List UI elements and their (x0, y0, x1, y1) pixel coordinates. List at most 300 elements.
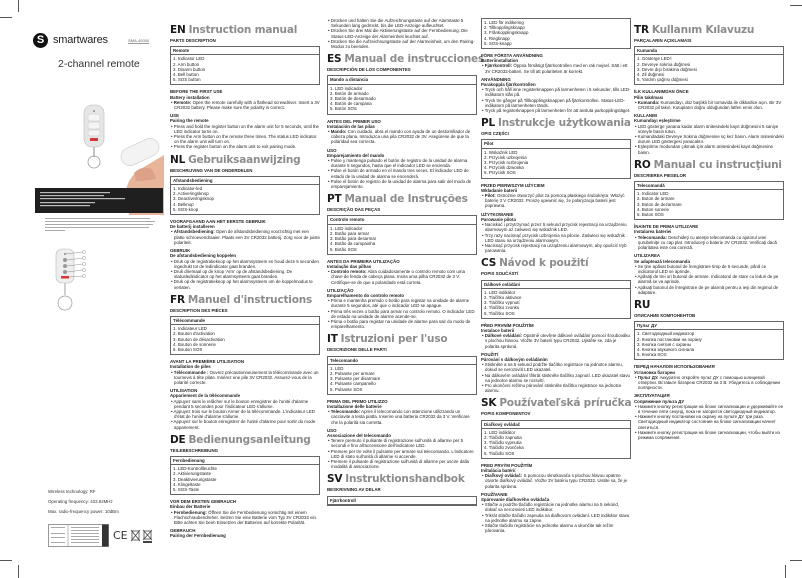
section-heading (327, 53, 484, 66)
before-first-use-heading: PRED PRVÝM POUŽITÍM (481, 462, 533, 468)
before-first-use-heading: FÖRE FÖRSTA ANVÄNDNING (481, 53, 543, 59)
parts-table-title: Fernbedienung (171, 457, 319, 465)
battery-instructions (170, 370, 320, 386)
battery-instructions-label: Mando: (330, 129, 347, 135)
use-heading: POUŽITÍ (481, 351, 499, 357)
section-title: Kullanım Kılavuzu (651, 24, 755, 36)
language-code: RU (634, 298, 651, 311)
battery-instructions-text: Opatrně otevřete dálkové ovládání pomocí šroubováku s plochou hlavou. Vložte 3V baterii typu CR2032. Ujistěte se, zda je polarita správná. (485, 333, 630, 349)
parts-list-item: 1. Indicator LED (173, 56, 205, 62)
crop-mark (790, 560, 802, 561)
parts-list-item: 3. Tlačítko vypnutí (484, 300, 520, 306)
pairing-step: • Appuyez sans le relâcher sur le bouton enregistrer de l'unité d'alarme pendant 5 secondes pour l'indicateur LED s'allume. (170, 399, 320, 409)
section-title: Gebruiksaanwijzing (188, 153, 301, 166)
pairing-step: • Press and hold the register button on the alarm unit for 5 seconds, until the LED indicator turns on. (170, 124, 320, 134)
battery-instructions-label: Telecomando: (330, 409, 361, 415)
section-title: Manual de Instruções (344, 193, 468, 206)
section-heading (634, 24, 784, 37)
battery-instructions-label: Пульт ДУ. (637, 374, 659, 380)
section-heading (327, 473, 477, 486)
battery-instructions-label: Pilot: (484, 193, 496, 199)
battery-instructions (327, 269, 477, 285)
pairing-step: • Pulse y mantenga pulsado el botón de registro de la unidad de alarma durante 5 segundos, hasta que el indicador LED se encienda. (327, 158, 477, 168)
battery-instructions (634, 375, 784, 391)
parts-table-title: Dálkové ovládání (482, 281, 630, 289)
parts-list (482, 429, 630, 458)
parts-list-item: 2. Buton de armare (637, 196, 675, 202)
parts-list-item: 3. Disarm button (173, 66, 206, 72)
declaration-label (48, 524, 110, 548)
battery-installation-heading: Batteriinstallation (481, 58, 519, 64)
battery-installation-heading: Установка батареи (634, 369, 675, 375)
remote-photo-icon (84, 105, 104, 168)
pairing-step: • Appuyez sur le bouton enregistrer de l'unité d'alarme pour sortir du mode appariement. (170, 419, 320, 429)
section-title: Návod k použití (499, 257, 589, 270)
language-code: EN (170, 24, 186, 36)
parts-heading: BESKRIVNING AV DELAR (327, 487, 381, 493)
parts-list-item: 5. Przycisk SOS (484, 170, 516, 176)
parts-table (481, 139, 631, 178)
pairing-heading: Appariement de la télécommande (170, 393, 241, 399)
use-heading: UŻYTKOWANIE (481, 211, 514, 217)
parts-list-item: 5. Buton SOS (637, 212, 664, 218)
before-first-use-heading: İLK KULLANIMDAN ÖNCE (634, 89, 689, 95)
pairing-step: • Apăsaţi de trei ori butonul de armare. Indicatorul de stare cu leduri de pe alarmă se va aprinde. (634, 274, 784, 284)
crop-mark (18, 565, 19, 578)
parts-list-item: 2. Arm button (173, 61, 200, 67)
use-heading: GEBRUIK (170, 248, 191, 254)
section-ru (634, 299, 784, 440)
section-sv (327, 473, 477, 505)
pairing-step: • Druk driemaal op de knop 'Arm' op de afstandsbediening. De statusledindicator op het alarmsysteem gaat branden. (170, 269, 320, 279)
language-code: SV (327, 473, 343, 486)
battery-instructions (634, 235, 784, 251)
battery-installation-heading: Instalación de las pilas (327, 123, 375, 129)
parts-table (170, 46, 320, 85)
parts-list-item: 5. Tlačítko SOS (484, 310, 515, 316)
parts-table (634, 46, 784, 85)
parts-list (482, 289, 630, 318)
parts-list-item: 2. Кнопка постановки на охрану (637, 336, 702, 342)
battery-installation-heading: Inštalácia batérií (481, 468, 516, 473)
pairing-step: • Drücken Sie drei Mal die Aktivierungstaste auf der Fernbedienung. Die Status-LED-Anzeige der Alarmeinheit leuchtet auf. (327, 28, 477, 38)
parts-list-item: 4. Klingeltaste (173, 481, 201, 487)
parts-list-item: 4. Tlačítko zvonku (484, 305, 520, 311)
parts-heading: DESCRIZIONE DELLE PARTI (327, 347, 387, 353)
parts-heading: OPIS CZĘŚCI (481, 131, 509, 137)
section-it (327, 333, 477, 469)
parts-list (635, 55, 783, 84)
parts-table-title: Pilot (482, 140, 630, 148)
language-code: TR (634, 24, 649, 36)
pairing-step: • Premere il pulsante di registrazione sull'unità di allarme per uscire dalla modalità di associazione. (327, 459, 477, 469)
parts-list-item: 1. Wskaźnik LED (484, 149, 518, 155)
parts-table-title: Afstandsbediening (171, 177, 319, 185)
before-first-use-heading: PRZED PIERWSZYM UŻYCIEM (481, 182, 545, 188)
battery-installation-heading: Installation de piles (170, 364, 211, 370)
battery-instructions (481, 333, 631, 349)
spec-power: Max. radio-frequency power: 10dBm (48, 509, 119, 514)
pairing-step: • Pulse el botón de registro de la unidad de alarma para salir del modo de emparejamiento. (327, 179, 477, 189)
parts-table (327, 75, 477, 114)
battery-installation-heading: Wkładanie baterii (481, 187, 518, 193)
use-heading: USE (170, 113, 180, 119)
model-number: SMA-40050 (128, 38, 150, 43)
battery-installation-heading: De batterij installeren (170, 224, 215, 230)
section-heading (170, 294, 320, 307)
crop-mark (0, 560, 12, 561)
parts-list-item: 5. Pulsante SOS (330, 386, 363, 392)
parts-list-item: 1. LED indicador (330, 85, 363, 91)
pairing-step: • Druk op de registratieknop op het alarmsysteem om de koppelmodus te verlaten. (170, 279, 320, 289)
parts-list-item: 5. SOS button (173, 77, 201, 83)
pairing-heading: Parowanie pilota (481, 216, 516, 222)
battery-instructions-label: Kumanda: (637, 99, 660, 105)
language-code: DE (170, 433, 186, 446)
parts-list-item: 5. Botão SOS (330, 246, 357, 252)
parts-table-title: Télécommande (171, 317, 319, 325)
crop-mark (790, 5, 802, 6)
pairing-step: • Drücken Sie die Aufzeichnungstaste auf der Alarmeinheit, um den Pairing-Modus zu beenden. (327, 39, 477, 49)
pairing-step: • Trikrát stlačte tlačidlo zapnutia na diaľkovom ovládaní. LED indikátor stavu na jednotke alarmu sa zapne. (481, 513, 631, 523)
parts-list (482, 19, 630, 48)
crop-mark (0, 17, 12, 18)
pairing-step: • Tryck och håll inne registerknappen på larmenheten i 5 sekunder, tills LED-indikatorn slås på. (481, 87, 631, 97)
parts-list-item: 5. Кнопка SOS (637, 352, 667, 358)
battery-instructions-text: Öppna försiktigt fjärrkontrollen med en rak mejsel. Sätt i ett 3V CR2032-batteri. Se till att polariteten är korrekt. (485, 63, 628, 74)
section-sv (481, 18, 631, 113)
parts-list-item: 3. Frånkopplingsknapp (484, 30, 529, 36)
parts-list (171, 465, 319, 494)
pairing-heading: Emparelhamento do controlo remoto (327, 292, 405, 298)
pairing-heading: Сопряжение пульта ДУ (634, 398, 685, 404)
pairing-step: • Нажмите кнопку регистрации на блоке сигнализации, чтобы выйти из режима сопряжения. (634, 430, 784, 440)
battery-instructions-text: Deschideţi cu atenţie telecomanda cu ajutorul unei şurubelniţe cu cap plat. Introduceţi o baterie 3V CR2032. Verificaţi dacă polaritatea este cea corectă. (638, 234, 777, 251)
before-first-use-heading: ПЕРЕД НАЧАЛОМ ИСПОЛЬЗОВАНИЯ (634, 364, 715, 370)
pairing-heading: Pairing the remote (170, 118, 209, 124)
column-2 (327, 18, 484, 506)
parts-list-item: 2. Botón de armado (330, 90, 369, 96)
pairing-heading: Parakoppla fjärrkontrollen (481, 82, 536, 88)
parts-list-item: 1. Indicator-led (173, 186, 203, 192)
parts-list-item: 2. Activeringsknop (173, 191, 209, 197)
section-heading (481, 397, 631, 410)
battery-instructions (170, 229, 320, 245)
parts-table (170, 316, 320, 355)
pairing-step: • Druk op de registratieknop op het alarmsysteem en houd deze 5 seconden ingedrukt tot de ledindicator gaat branden. (170, 259, 320, 269)
parts-list-item: 1. Gösterge LED'i (637, 56, 672, 62)
parts-list-item: 4. Belknop (173, 201, 194, 207)
spec-wireless: Wireless technology: RF (48, 489, 96, 494)
pairing-heading: Kumandayı eşleştirme (634, 118, 681, 124)
parts-list (482, 149, 630, 178)
parts-heading: ОПИСАНИЕ КОМПОНЕНТОВ (634, 312, 696, 318)
battery-instructions (481, 63, 631, 73)
parts-list-item: 3. Pulsante per disarmare (330, 376, 381, 382)
column-4 (634, 20, 784, 440)
pairing-heading: Pairing der Fernbedienung (170, 533, 226, 539)
weee-bin-icon (130, 528, 154, 544)
battery-instructions-text: Open the remote carefully with a flathead screwdriver. Insert a 3V CR2032 battery. Please make sure the polarity is correct. (174, 99, 320, 111)
battery-installation-heading: Einbau der Batterie (170, 504, 211, 510)
before-first-use-heading: PRIMA DEL PRIMO UTILIZZO (327, 398, 388, 404)
section-es (327, 53, 484, 190)
battery-instructions (634, 100, 784, 110)
battery-installation-heading: Installazione delle batterie (327, 403, 382, 409)
pairing-heading: Emparejamiento del mando (327, 152, 385, 158)
parts-list (635, 330, 783, 359)
parts-heading: POPIS SOUČÁSTÍ (481, 271, 519, 277)
battery-instructions-text: Abra cuidadosamente o controlo remoto com uma chave de fenda de cabeça plana. Insira uma pilha CR2032 de 3 V. Certifique-se de que a polaridade está correta. (331, 269, 465, 285)
product-photo (34, 95, 164, 215)
section-en (170, 24, 320, 150)
battery-instructions-label: Diaľkový ovládač: (484, 473, 523, 479)
parts-list-item: 4. Pulsante campanello (330, 381, 376, 387)
battery-instructions (327, 129, 477, 145)
parts-table-title: Telecomandă (635, 182, 783, 190)
parts-list-item: 5. Bouton SOS (173, 346, 203, 352)
section-fr (170, 294, 320, 430)
battery-installation-heading: Instalace baterií (481, 327, 515, 333)
section-heading (481, 257, 631, 270)
parts-list-item: 1. LED (330, 365, 344, 371)
parts-list-item: 5. SOS-knop (173, 206, 199, 212)
parts-heading: DESCRIPCIÓN DE LOS COMPONENTES (327, 67, 411, 73)
battery-instructions-label: Telecomanda: (637, 234, 667, 240)
battery-installation-heading: Pilin takılması (634, 94, 664, 100)
use-heading: UTILISATION (170, 388, 198, 394)
pairing-step: • Trzy razy nacisnąć przycisk uzbrojenia na pilocie. Zaświeci się wskaźnik LED stanu na urządzeniu alarmowym. (481, 233, 631, 243)
language-code: IT (327, 333, 338, 346)
pairing-heading: Spárovanie diaľkového ovládača (481, 497, 550, 503)
parts-table-title: Пульт ДУ (635, 322, 783, 330)
parts-list-item: 3. Deactiveringsknop (173, 196, 215, 202)
parts-list-item: 4. Botón de campana (330, 101, 372, 107)
parts-list-item: 2. Tlačidlo zapnutia (484, 434, 522, 440)
battery-instructions-label: Télécommande : (173, 369, 209, 375)
before-first-use-heading: ANTES DEL PRIMER USO (327, 118, 381, 124)
parts-list-item: 1. Indicateur LED (173, 326, 207, 332)
parts-list-item: 3. Tlačidlo vypnutia (484, 440, 522, 446)
pairing-step: • Na dálkovém ovládání třikrát stiskněte tlačítko zapnutí. LED ukazatel stavu na jednotce alarmu se rozsvítí. (481, 373, 631, 383)
battery-instructions-label: Remote: (173, 99, 192, 105)
battery-instructions (481, 193, 631, 209)
before-first-use-heading: ÎNAINTE DE PRIMA UTILIZARE (634, 224, 699, 230)
parts-list-item: 4. Przycisk dzwonka (484, 165, 524, 171)
parts-table (170, 176, 320, 215)
parts-list-item: 2. Devreye sokma düğmesi (637, 61, 691, 67)
crop-mark (785, 565, 786, 578)
use-heading: USO (327, 147, 337, 153)
pairing-step: • Prima e mantenha premido o botão para registar na unidade de alarme durante 5 segundos, até que o indicador LED se apague. (327, 298, 477, 308)
use-heading: UTILIZAÇÃO (327, 287, 354, 293)
pairing-heading: De afstandsbediening koppelen (170, 253, 237, 259)
battery-instructions-text: Ouvrez précautionneusement la télécommande avec un tournevis à tête plate. Insérez une pile 3V CR2032. Assurez-vous de la polarité correcte. (174, 369, 319, 385)
parts-heading: DESCRIEREA PIESELOR (634, 172, 687, 178)
battery-instructions-text: Kumandayı, düz başlıklı bir tornavida ile dikkatlice açın. Bir 3V CR2032 pil takın. Kutupların doğru olduğundan lütfen emin olun. (638, 99, 782, 111)
language-code: ES (327, 53, 342, 66)
parts-table-title: Mando a distancia (328, 76, 476, 84)
section-pt (327, 193, 477, 329)
parts-list-item: 3. Przycisk rozbrojenia (484, 160, 529, 166)
parts-table-title: Controlo remoto (328, 216, 476, 224)
language-code: PT (327, 193, 342, 206)
pairing-step: • Naciskać i przytrzymać przez 5 sekund przycisk rejestracji na urządzeniu alarmowym aż zaświeci się wskaźnik LED. (481, 222, 631, 232)
before-first-use-heading: AVANT LA PREMIÈRE UTILISATION (170, 359, 244, 365)
use-heading: POUŽÍVANIE (481, 491, 508, 497)
section-heading (170, 24, 320, 37)
parts-list-item: 3. Deaktivierungstaste (173, 476, 217, 482)
parts-list-item: 1. LED indicador (330, 225, 363, 231)
pairing-step: • Stlačte a podržte tlačidlo registrácie na jednotke alarmu na 5 sekúnd, dokiaľ sa nerozsvieti LED indikátor. (481, 502, 631, 512)
parts-list-item: 3. Devre dışı bırakma düğmesi (637, 66, 697, 72)
pairing-heading: Párování s dálkovým ovládáním (481, 356, 548, 362)
parts-heading: POPIS KOMPONENTOV (481, 411, 531, 417)
pairing-step: • Pulse el botón de armado en el mando tres veces. El indicador LED de estado de la unidad de alarma se encenderá. (327, 168, 477, 178)
language-code: CS (481, 257, 497, 270)
battery-instructions (327, 409, 477, 425)
battery-instructions-label: Dálkové ovládání: (484, 333, 523, 339)
parts-table (481, 18, 631, 49)
section-tr (634, 24, 784, 155)
section-ro (634, 159, 784, 295)
parts-table (327, 215, 477, 254)
pairing-step: • Stiskněte a na 5 sekund podržte tlačítko registrace na jednotce alarmu, dokud se nerozsvítí LED ukazatel. (481, 362, 631, 372)
section-title: Používateľská príručka (499, 397, 632, 410)
pairing-step: • Prima o botão para registar na unidade de alarme para sair do modo de emparelhamento. (327, 319, 477, 329)
language-code: FR (170, 293, 185, 306)
section-title: Instruktionshandbok (345, 473, 465, 486)
parts-list-item: 2. Aktivierungstaste (173, 471, 212, 477)
parts-list (328, 365, 476, 394)
parts-table (481, 280, 631, 319)
pairing-step: • Nacisnąć przycisk rejestracji na urządzeniu alarmowym, aby opuścić tryb parowania. (481, 243, 631, 253)
battery-instructions-text: Аккуратно откройте пульт ДУ с помощью шлицевой отвертки. Вставьте батарею CR2032 на 3 В. Убедитесь в соблюдении полярности. (638, 374, 780, 391)
parts-table-title: Kumanda (635, 47, 783, 55)
before-first-use-heading: VOORAFGAAND AAN HET EERSTE GEBRUIK (170, 219, 266, 225)
parts-heading: DESCRIÇÃO DAS PEÇAS (327, 207, 381, 213)
parts-list-item: 3. Buton de dezarmare (637, 201, 682, 207)
parts-list (635, 190, 783, 219)
pairing-step: • Prima três vezes o botão para armar no controlo remoto. O indicador LED de estado na unidade de alarme acende-se. (327, 309, 477, 319)
battery-installation-heading: Battery installation (170, 94, 210, 100)
parts-list (171, 55, 319, 84)
use-heading: GEBRAUCH (170, 528, 196, 534)
pairing-heading: Se adaptează telecomanda (634, 258, 690, 264)
parts-table (634, 321, 784, 360)
parts-table (327, 356, 477, 395)
before-first-use-heading: ANTES DA PRIMEIRA UTILIZAÇÃO (327, 258, 400, 264)
parts-list-item: 2. Tillkopplingsknapp (484, 25, 525, 31)
parts-list-item: 2. Bouton d'activation (173, 331, 215, 337)
parts-list-item: 1. LED indikátor (484, 289, 516, 295)
section-sk (481, 397, 631, 533)
parts-list-item: 5. Yardım çağrısı düğmesi (637, 77, 688, 83)
parts-list-item: 3. Кнопка снятия с охраны (637, 341, 691, 347)
parts-list-item: 4. Bell button (173, 72, 199, 78)
parts-list-item: 4. Bouton de sonnerie (173, 341, 216, 347)
parts-table-title: Telecomando (328, 357, 476, 365)
section-title: Instruction manual (188, 24, 298, 36)
battery-instructions (170, 510, 320, 526)
battery-instructions-label: Afstandsbediening: (173, 229, 215, 235)
section-title: Istruzioni per l'uso (340, 333, 448, 346)
section-title: Manual cu instrucţiuni (653, 158, 782, 171)
pairing-step: • LED gösterge yanana kadar alarm ünitesindeki kayıt düğmesini 5 saniye süreyle basılı tutun. (634, 124, 784, 134)
parts-list-item: 4. Zil düğmesi (637, 72, 665, 78)
section-heading (170, 434, 320, 447)
parts-list-item: 5. SOS-Taste (173, 487, 200, 492)
parts-table-title: Remote (171, 47, 319, 55)
section-de (170, 434, 320, 539)
parts-list-item: 5. Tlačidlo SOS (484, 450, 515, 456)
battery-instructions (170, 100, 320, 110)
parts-list-item: 2. Pulsante per armare (330, 370, 375, 376)
before-first-use-heading: VOR DEM ERSTEN GEBRAUCH (170, 499, 237, 505)
language-code: SK (481, 397, 497, 410)
parts-list-item: 2. Tlačítko aktivace (484, 294, 522, 300)
parts-list-item: 3. Bouton de désactivation (173, 336, 225, 342)
use-heading: ЭКСПЛУАТАЦИЯ (634, 393, 670, 399)
battery-instructions-text: S pomocou skrutkovača s plochou hlavou opatrne otvorte diaľkový ovládač. Vložte 3V batériu typu CR2032. Uistite sa, že je polarita správna. (485, 473, 628, 489)
pairing-step: • Press the Arm button on the remote three times. The status LED indicator on the alarm unit will turn on. (170, 134, 320, 144)
battery-instructions-text: Ostrożnie otworzyć pilot za pomocą płaskiego śrubokręta. Włożyć baterię 3 V CR2032. Proszę upewnić się, że polaryzacja baterii jest poprawna. (485, 193, 625, 209)
parts-table (634, 181, 784, 220)
use-heading: UTILIZAREA (634, 253, 661, 259)
parts-heading: DESCRIPTION DES PIÈCES (170, 307, 228, 313)
parts-list-item: 5. SOS-knapp (484, 40, 512, 46)
battery-instructions-label: Controlo remoto: (330, 269, 367, 275)
section-pl (481, 117, 631, 253)
battery-instructions-label: Fernbedienung: (173, 509, 207, 515)
section-title: Manual de instrucciones (344, 53, 484, 66)
pairing-step: • Нажмите кнопку постановки на охрану на пульте ДУ три раза. Светодиодный индикатор состояния на блоке сигнализации начнет светиться. (634, 414, 784, 430)
section-title: Bedienungsanleitung (188, 433, 311, 446)
parts-list-item: 4. Кнопка звукового сигнала (637, 346, 695, 352)
pairing-step: • Press the register button on the alarm unit to exit pairing mode. (170, 144, 320, 149)
parts-list-item: 2. Botão para armar (330, 230, 370, 236)
pairing-step: • Tenere premuto il pulsante di registrazione sull'unità di allarme per 5 secondi e fino all'accensione dell'indicatore LED. (327, 438, 477, 448)
parts-table (170, 456, 320, 495)
section-heading (481, 117, 631, 130)
parts-list (171, 185, 319, 214)
parts-list-item: 1. Indicator LED (637, 191, 669, 197)
section-heading (327, 193, 477, 206)
parts-list-item: 3. Botón de desarmado (330, 96, 376, 102)
column-3 (481, 18, 631, 533)
parts-list-item: 1. LED för indikering (484, 20, 524, 25)
pairing-step: • Se ţine apăsat butonul de înregistrare timp de 5 secunde, până ce indicatorul LED se aprinde. (634, 264, 784, 274)
pairing-step: • Eşleştirme modundan çıkmak için alarm ünitesindeki kayıt düğmesine basın. (634, 144, 784, 154)
language-code: PL (481, 117, 495, 130)
ce-mark-icon: CE (113, 529, 128, 542)
section-heading (170, 154, 320, 167)
battery-instructions-text: Aprire il telecomando con attenzione utilizzando un cacciavite a testa piatta. Inserire una batteria CR2032 da 3 V. Verificare che la polarità sia corretta. (331, 409, 470, 425)
parts-heading: TEILEBESCHREIBUNG (170, 447, 219, 453)
crop-mark (18, 0, 19, 12)
pairing-step: • Apăsaţi butonul de înregistrare de pe alarmă pentru a ieşi din regimul de adaptare. (634, 285, 784, 295)
parts-list-item: 2. Przycisk uzbrojenia (484, 154, 527, 160)
section-heading (634, 159, 784, 172)
parts-list-item: 4. Ringknapp (484, 35, 510, 41)
parts-list-item: 4. Botão da campainha (330, 241, 376, 247)
section-de (327, 18, 477, 49)
pairing-step: • Нажмите кнопку регистрации на блоке сигнализации и удерживайте ее в течение пяти секунд, пока не загорится светодиодный индикатор. (634, 404, 784, 414)
battery-instructions-text: Öffnen Sie die Fernbedienung vorsichtig mit einem Flachschraubendreher. Setzen Sie eine Batterie vom Typ 3V CR2032 ein. Bitte achten Sie beim Einsetzen der Batterien auf korrekte Polarität. (174, 509, 318, 526)
before-first-use-heading: BEFORE THE FIRST USE (170, 89, 223, 95)
use-heading: ANVÄNDNING (481, 76, 511, 82)
fine-print (40, 217, 160, 233)
